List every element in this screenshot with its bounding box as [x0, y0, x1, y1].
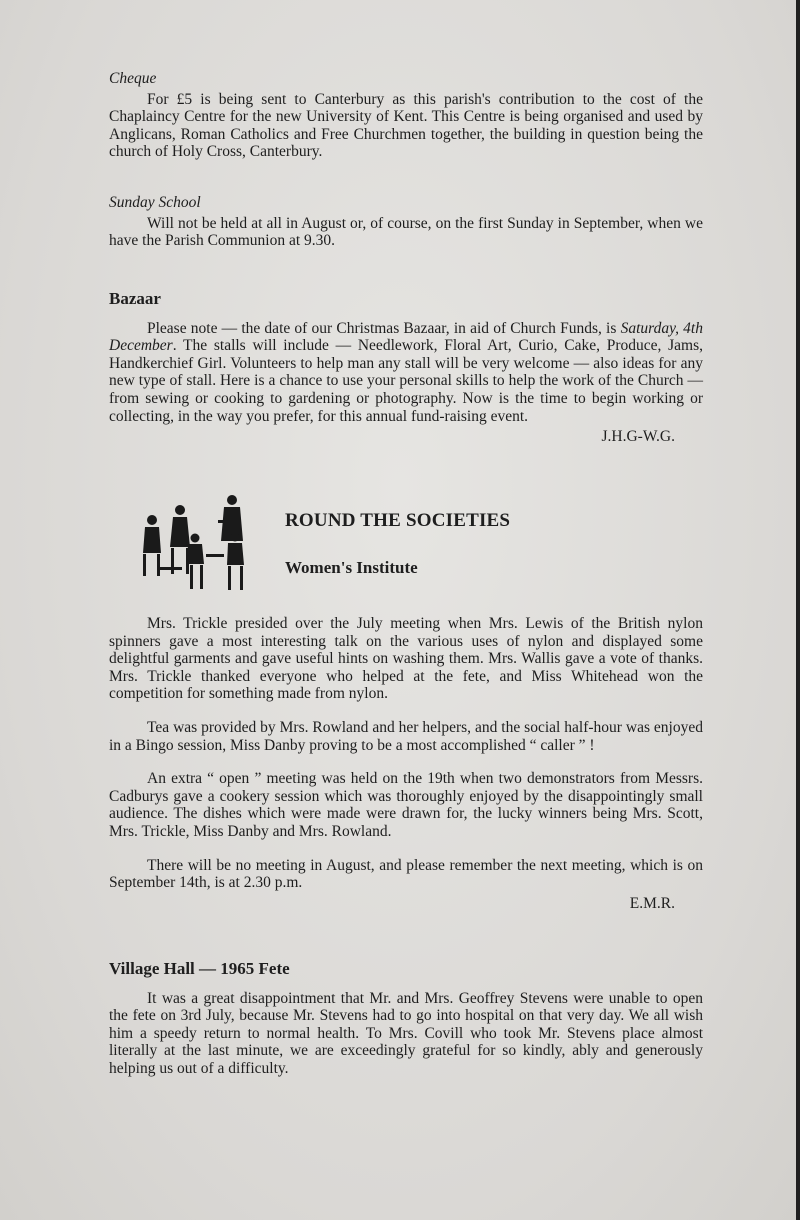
seated-women-illustration [140, 492, 255, 592]
page-edge [796, 0, 800, 1220]
wi-paragraph-4: There will be no meeting in August, and please remember the next meeting, which is on September 14th, is at 2.30 p.m. [109, 856, 703, 892]
sunday-school-body: Will not be held at all in August or, of course, on the first Sunday in September, when we have the Parish Communion at 9.30. [109, 214, 703, 250]
societies-title: ROUND THE SOCIETIES [285, 510, 511, 531]
bazaar-body-start: Please note — the date of our Christmas Bazaar, in aid of Church Funds, is [147, 319, 621, 337]
bazaar-body-end: . The stalls will include — Needlework, Floral Art, Curio, Cake, Produce, Jams, Handkerchief Girl. Volunteers to help man any stall will be very welcome — also ideas for any new type of stall. Here is a chance to use your personal skills to help the work of the Church — from sewing or cooking to gardening or photography. Now is the time to begin working or collecting, in the way you prefer, for this annual fund-raising event. [109, 337, 703, 425]
bazaar-body [109, 320, 703, 426]
wi-paragraph-3: An extra “ open ” meeting was held on the 19th when two demonstrators from Messrs. Cadburys gave a cookery session which was thoroughly enjoyed by the disappointingly small audience. The dishes which were made were drawn for, the lucky winners being Mrs. Scott, Mrs. Trickle, Miss Danby and Mrs. Rowland. [109, 770, 703, 840]
bazaar-date: Saturday, 4th December [109, 319, 703, 355]
wi-paragraph-2: Tea was provided by Mrs. Rowland and her helpers, and the social half-hour was enjoyed in a Bingo session, Miss Danby proving to be a most accomplished “ caller ” ! [109, 718, 703, 754]
bazaar-signature: J.H.G-W.G. [601, 428, 675, 446]
womens-institute-heading: Women's Institute [285, 558, 418, 577]
wi-signature: E.M.R. [629, 894, 675, 912]
cheque-body: For £5 is being sent to Canterbury as this parish's contribution to the cost of the Chaplaincy Centre for the new University of Kent. This Centre is being organised and used by Anglicans, Roman Catholics and Free Churchmen together, the building in question being the church of Holy Cross, Canterbury. [109, 90, 703, 161]
fete-body: It was a great disappointment that Mr. and Mrs. Geoffrey Stevens were unable to open the fete on 3rd July, because Mr. Stevens had to go into hospital on that very day. We all wish him a speedy return to normal health. To Mrs. Covill who took Mr. Stevens place almost literally at the last minute, we are exceedingly grateful for so kindly, ably and generously helping us out of a difficulty. [109, 989, 703, 1077]
wi-paragraph-1: Mrs. Trickle presided over the July meeting when Mrs. Lewis of the British nylon spinners gave a most interesting talk on the various uses of nylon and displayed some delightful garments and gave useful hints on washing them. Mrs. Wallis gave a vote of thanks. Mrs. Trickle thanked everyone who helped at the fete, and Miss Whitehead won the competition for something made from nylon. [109, 615, 703, 703]
wi-section [109, 615, 703, 912]
fete-section [109, 960, 703, 1078]
sunday-school-section [109, 194, 703, 250]
bazaar-section [109, 290, 703, 446]
cheque-section [109, 70, 703, 161]
societies-banner [140, 492, 700, 592]
cheque-heading: Cheque [109, 70, 157, 87]
fete-heading: Village Hall — 1965 Fete [109, 959, 290, 978]
sunday-school-heading: Sunday School [109, 194, 201, 211]
bazaar-heading: Bazaar [109, 289, 161, 308]
